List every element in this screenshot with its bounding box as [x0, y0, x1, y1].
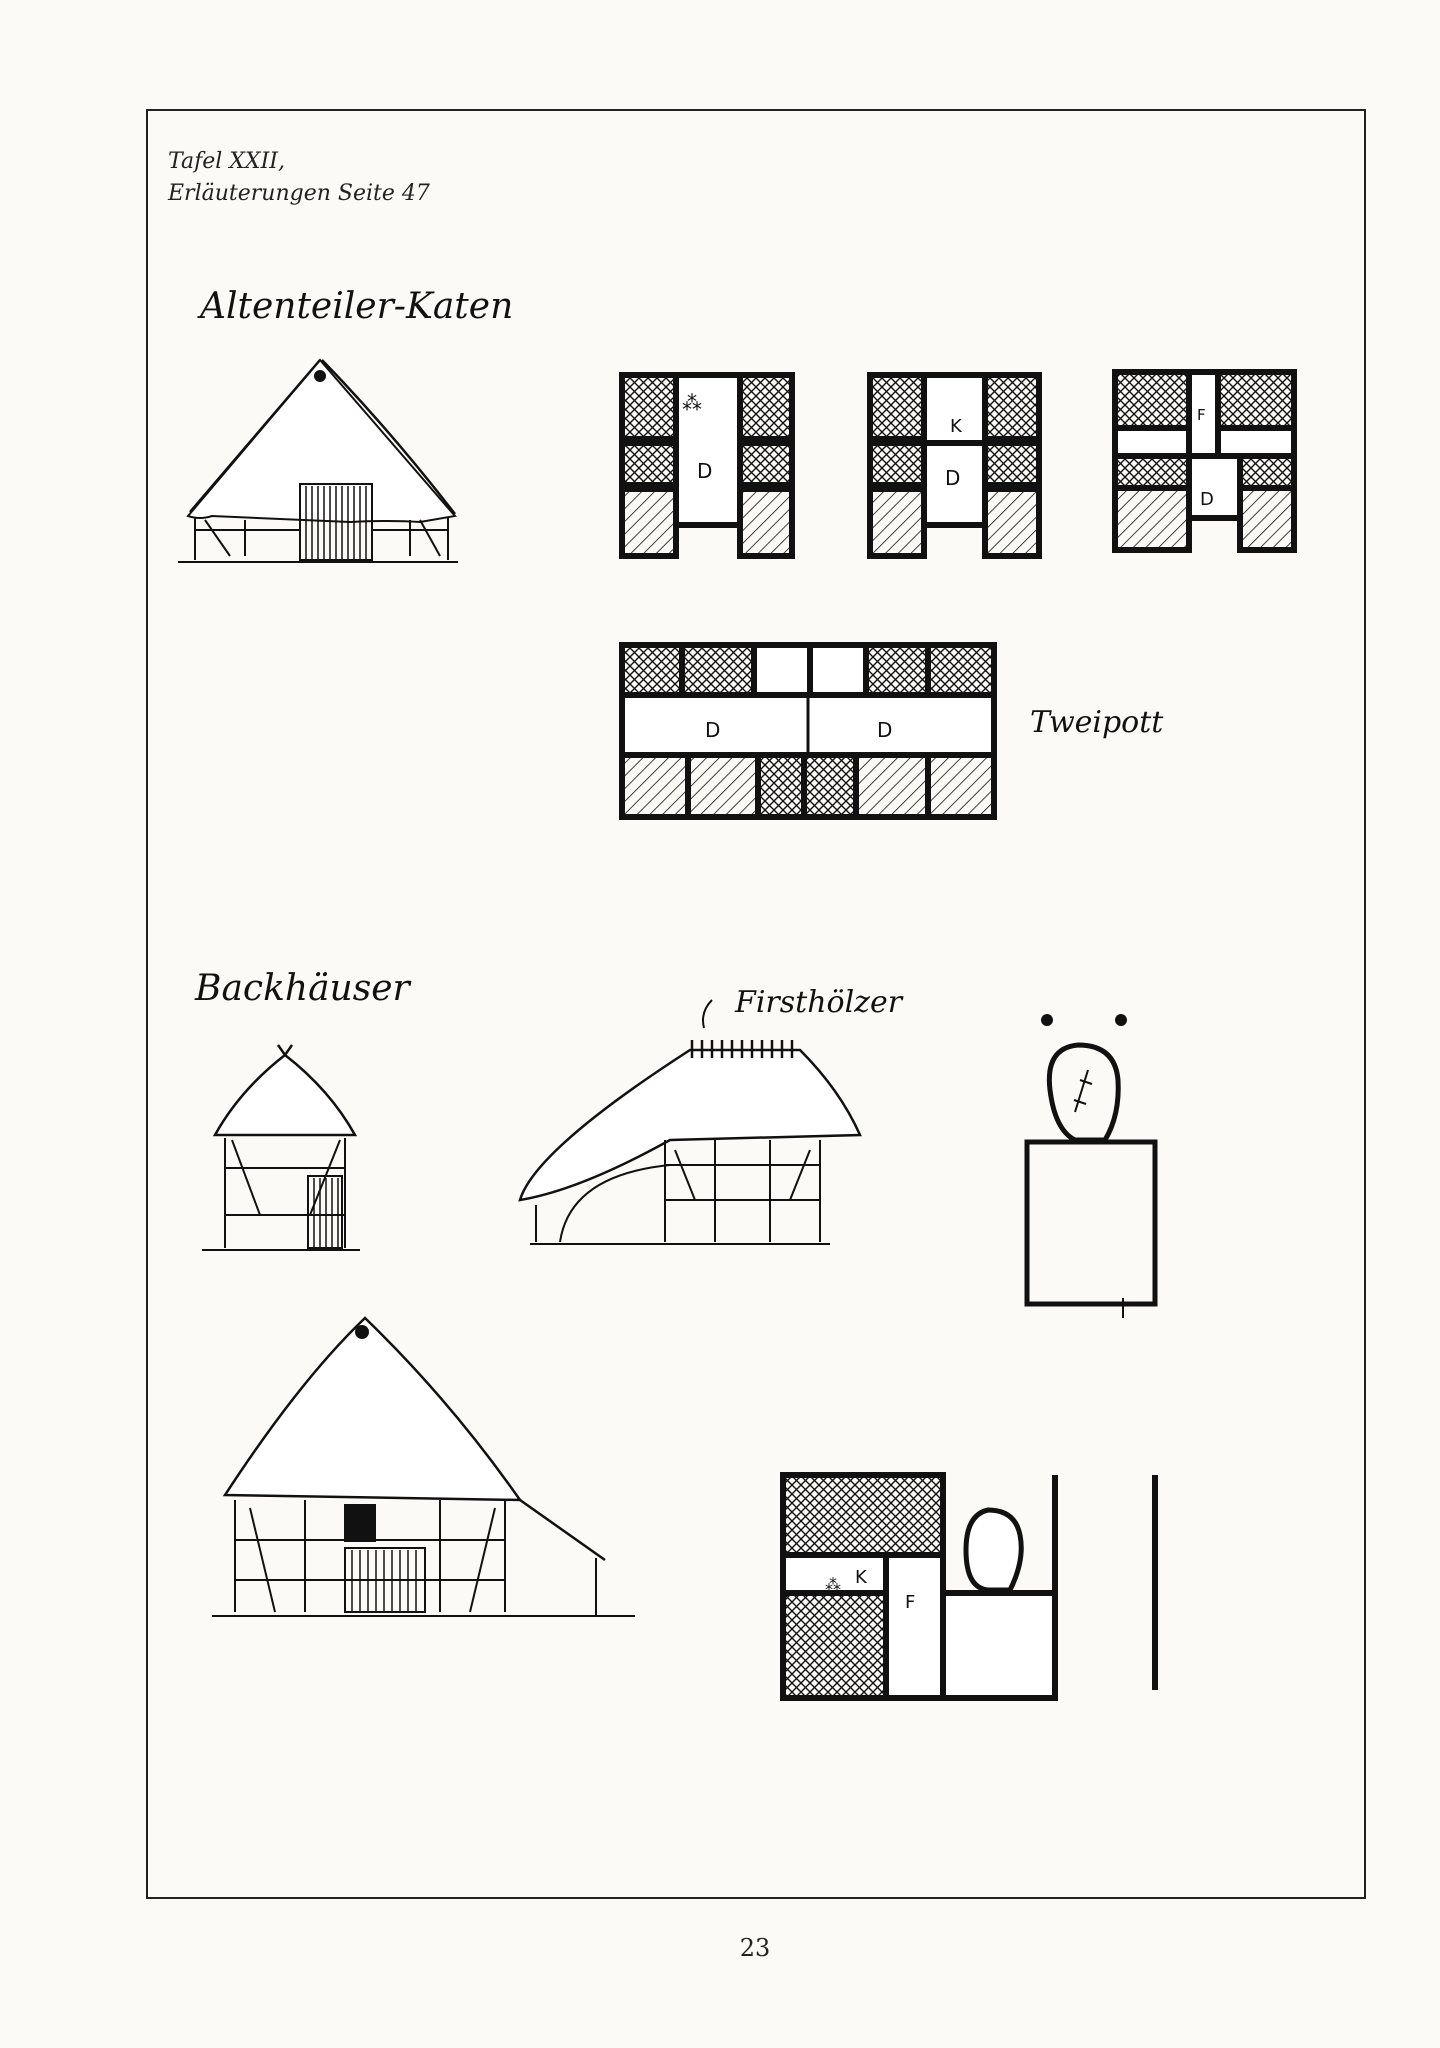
oven-plan: [1027, 1014, 1155, 1318]
plan-3-diele: D: [1200, 489, 1214, 510]
altenteiler-plan-3: [1115, 372, 1294, 550]
label-firsthoelzer: Firsthölzer: [735, 985, 903, 1020]
tweipott-diele-left: D: [705, 718, 721, 742]
label-altenteiler-katen: Altenteiler-Katen: [200, 286, 514, 327]
plan-3-flett: F: [1197, 406, 1206, 424]
backhaus-large-elevation: [212, 1318, 635, 1616]
firsthoelzer-arrow: [703, 1000, 712, 1028]
plate-reference: Erläuterungen Seite 47: [168, 181, 430, 206]
page-number: 23: [739, 1934, 771, 1962]
large-plan-flett: F: [905, 1592, 916, 1613]
plan-1-diele: D: [697, 459, 713, 483]
large-plan-kueche: K: [855, 1567, 867, 1588]
plan-1-fire-mark: ⁂: [682, 391, 702, 415]
label-backhaeuser: Backhäuser: [195, 968, 410, 1009]
large-plan-fire-mark: ⁂: [825, 1575, 841, 1594]
tweipott-plan: [622, 645, 994, 817]
backhaus-small-elevation: [202, 1045, 360, 1250]
backhaus-open-elevation: [520, 1040, 860, 1244]
plan-2-diele: D: [945, 466, 961, 490]
altenteiler-elevation: [178, 360, 458, 562]
label-tweipott: Tweipott: [1030, 705, 1164, 740]
plan-2-kueche: K: [950, 416, 962, 437]
plate-title: Tafel XXII,: [168, 149, 285, 174]
tweipott-diele-right: D: [877, 718, 893, 742]
